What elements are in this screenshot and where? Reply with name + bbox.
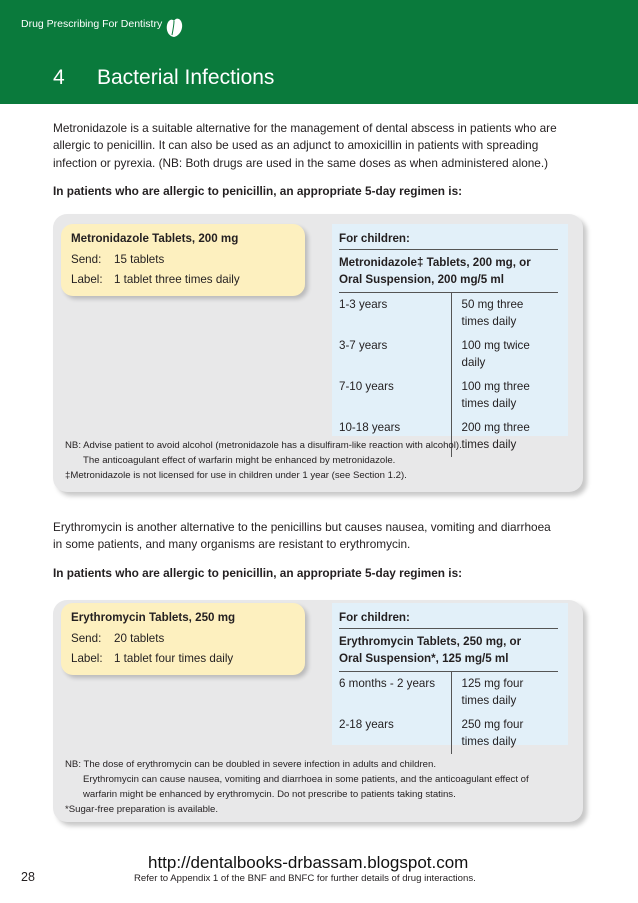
dose-line: 100 mg three (461, 380, 530, 393)
dose-cell (451, 375, 558, 416)
dose-line: daily (461, 355, 486, 369)
table-row (339, 293, 558, 334)
age-cell: 1-3 years (339, 293, 451, 334)
dose-cell (451, 672, 558, 713)
label-value: 1 tablet four times daily (114, 652, 234, 665)
dose-line: times daily (461, 437, 517, 451)
dose-cell (451, 713, 558, 754)
chapter-header (0, 0, 638, 104)
table-row (339, 375, 558, 416)
age-cell: 10-18 years (339, 416, 451, 457)
send-value: 20 tablets (114, 632, 165, 645)
note-line: *Sugar-free preparation is available. (65, 804, 219, 815)
send-value: 15 tablets (114, 253, 165, 266)
children-drug-name (339, 629, 558, 672)
age-cell: 6 months - 2 years (339, 672, 451, 713)
dose-line: 50 mg three (461, 298, 524, 311)
children-drug-name (339, 250, 558, 293)
children-dosage-box (332, 603, 568, 748)
send-key: Send: (71, 253, 102, 266)
note-line: ‡Metronidazole is not licensed for use in children under 1 year (see Section 1.2). (65, 470, 407, 481)
paragraph-line: Erythromycin is another alternative to the penicillins but causes nausea, vomiting and diarrhoea (53, 520, 551, 534)
label-key: Label: (71, 652, 103, 665)
regimen-lead: In patients who are allergic to penicillin, an appropriate 5-day regimen is: (53, 184, 463, 198)
note-line: Erythromycin can cause nausea, vomiting and diarrhoea in some patients, and the anticoagulant effect of (83, 774, 529, 785)
label-value: 1 tablet three times daily (114, 273, 240, 286)
intro-line: Metronidazole is a suitable alternative for the management of dental abscess in patients who are (53, 121, 557, 135)
send-key: Send: (71, 632, 102, 645)
dose-cell (451, 416, 558, 457)
adult-drug-name: Erythromycin Tablets, 250 mg (71, 611, 236, 624)
note-line: NB: The dose of erythromycin can be doubled in severe infection in adults and children. (65, 759, 436, 770)
intro-line: allergic to penicillin. It can also be used as an adjunct to amoxicillin in patients with spreading (53, 138, 539, 153)
note-line: NB: Advise patient to avoid alcohol (metronidazole has a disulfiram-like reaction with alcohol). (65, 440, 462, 451)
metronidazole-regimen-panel (53, 214, 583, 492)
table-row (339, 334, 558, 375)
chapter-title: Bacterial Infections (97, 66, 275, 89)
children-heading: For children: (339, 611, 558, 629)
leaf-logo-icon (165, 16, 183, 38)
regimen-lead: In patients who are allergic to penicillin, an appropriate 5-day regimen is: (53, 566, 463, 580)
label-key: Label: (71, 273, 103, 286)
children-dose-table (339, 672, 558, 754)
age-cell: 2-18 years (339, 713, 451, 754)
children-dose-table (339, 293, 558, 457)
note-line: The anticoagulant effect of warfarin might be enhanced by metronidazole. (83, 455, 396, 466)
dose-line: 100 mg twice (461, 339, 530, 352)
chapter-number: 4 (53, 66, 65, 89)
table-row (339, 713, 558, 754)
adult-prescription-box (61, 603, 305, 675)
dose-line: 200 mg three (461, 421, 530, 434)
panel-notes (65, 438, 462, 483)
dose-line: times daily (461, 693, 517, 707)
dose-line: times daily (461, 314, 517, 328)
page-number: 28 (21, 870, 35, 884)
children-drug-line: Oral Suspension, 200 mg/5 ml (339, 273, 504, 286)
dose-line: 250 mg four (461, 718, 524, 731)
adult-drug-name: Metronidazole Tablets, 200 mg (71, 232, 239, 245)
intro-paragraph (53, 120, 578, 172)
age-cell: 3-7 years (339, 334, 451, 375)
age-cell: 7-10 years (339, 375, 451, 416)
dose-cell (451, 334, 558, 375)
footer-url: http://dentalbooks-drbassam.blogspot.com (148, 853, 469, 872)
dose-line: times daily (461, 396, 517, 410)
dose-cell (451, 293, 558, 334)
dose-line: times daily (461, 734, 517, 748)
erythromycin-regimen-panel (53, 600, 583, 822)
adult-prescription-box (61, 224, 305, 296)
children-drug-line: Metronidazole‡ Tablets, 200 mg, or (339, 256, 531, 269)
footer-reference: Refer to Appendix 1 of the BNF and BNFC for further details of drug interactions. (134, 873, 476, 884)
intro-line: infection or pyrexia. (NB: Both drugs are used in the same doses as when administered alone.) (53, 155, 549, 170)
children-dosage-box (332, 224, 568, 451)
note-line: warfarin might be enhanced by erythromycin. Do not prescribe to patients taking statins. (83, 789, 456, 800)
paragraph-line: in some patients, and many organisms are resistant to erythromycin. (53, 537, 411, 552)
children-drug-line: Oral Suspension*, 125 mg/5 ml (339, 652, 509, 665)
panel-notes (65, 757, 529, 817)
erythromycin-paragraph (53, 519, 578, 554)
children-heading: For children: (339, 232, 558, 250)
table-row (339, 672, 558, 713)
dose-line: 125 mg four (461, 677, 524, 690)
children-drug-line: Erythromycin Tablets, 250 mg, or (339, 635, 522, 648)
running-title: Drug Prescribing For Dentistry (21, 18, 163, 30)
